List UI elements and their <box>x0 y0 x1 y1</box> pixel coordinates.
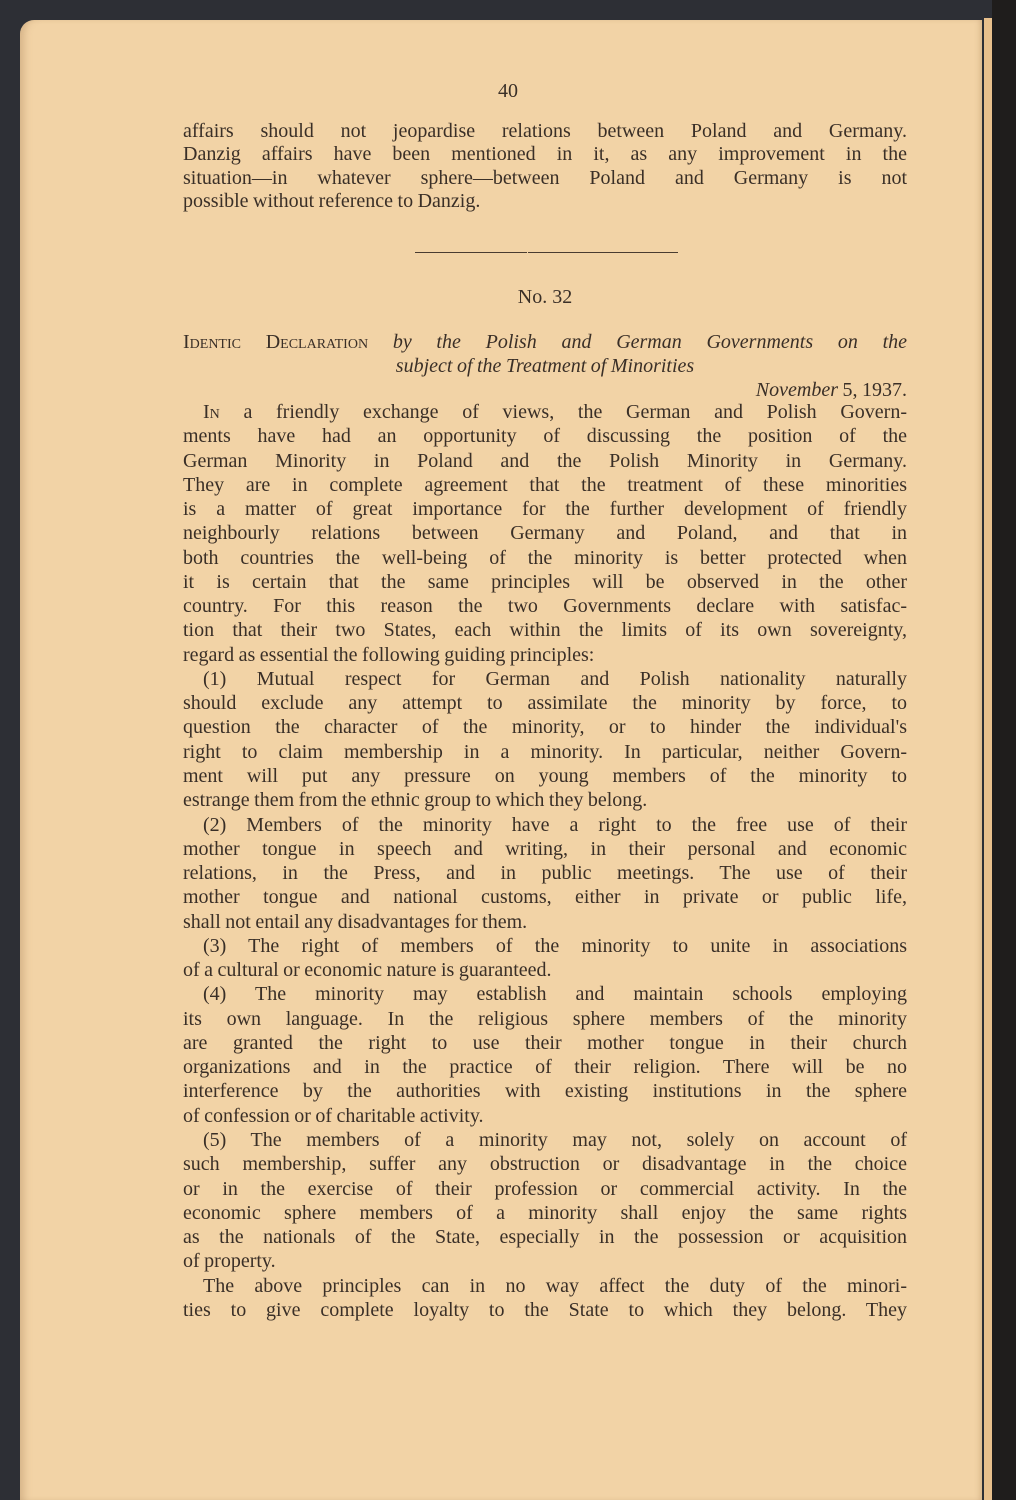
text-line: tion that their two States, each within the limits of its own sovereignty, <box>183 619 907 642</box>
document-heading <box>183 330 907 402</box>
paragraph <box>183 982 907 1128</box>
paragraph <box>183 1274 907 1323</box>
text-line: German Minority in Poland and the Polish Minority in Germany. <box>183 449 907 472</box>
heading-title: Identic Declaration <box>183 331 369 353</box>
text-line: shall not entail any disadvantages for them. <box>183 910 528 933</box>
scan-background <box>992 0 1016 1500</box>
lead-word: In <box>203 401 220 423</box>
section-divider <box>415 252 527 253</box>
text-line: (5) The members of a minority may not, solely on account of <box>203 1128 907 1151</box>
text-line: estrange them from the ethnic group to which they belong. <box>183 789 648 812</box>
paragraph <box>183 400 907 667</box>
text-line: ties to give complete loyalty to the State to which they belong. They <box>183 1298 907 1321</box>
text-line: of confession or of charitable activity. <box>183 1104 484 1127</box>
text-line: as the nationals of the State, especially in the possession or acquisition <box>183 1226 907 1249</box>
text-line: question the character of the minority, or to hinder the individual's <box>183 716 907 739</box>
text-line: (3) The right of members of the minority to unite in associations <box>203 934 907 957</box>
heading-line-2: subject of the Treatment of Minorities <box>395 355 695 377</box>
text-line: (4) The minority may establish and maintain schools employing <box>203 983 907 1006</box>
paragraph <box>183 667 907 813</box>
text-line: both countries the well-being of the minority is better protected when <box>183 546 907 569</box>
page-edge <box>984 18 992 1500</box>
section-divider-right <box>528 252 678 253</box>
text-line: is a matter of great importance for the further development of friendly <box>183 498 907 521</box>
text-line: relations, in the Press, and in public meetings. The use of their <box>183 862 907 885</box>
text-line: In a friendly exchange of views, the German and Polish Govern- <box>203 401 907 423</box>
date-month: November <box>755 379 838 401</box>
text-line: neighbourly relations between Germany and Poland, and that in <box>183 522 907 545</box>
date-day-year: 5, 1937. <box>842 379 907 401</box>
text-line: ment will put any pressure on young members of the minority to <box>183 764 907 787</box>
text-line: of a cultural or economic nature is guaranteed. <box>183 959 552 982</box>
continued-paragraph <box>183 119 907 212</box>
text-line: situation—in whatever sphere—between Poland and Germany is not <box>183 166 907 189</box>
text-line: They are in complete agreement that the treatment of these minorities <box>183 473 907 496</box>
text-line: country. For this reason the two Governments declare with satisfac- <box>183 595 907 618</box>
declaration-body <box>183 400 907 1322</box>
text-line: or in the exercise of their profession or commercial activity. In the <box>183 1177 907 1200</box>
text-line: affairs should not jeopardise relations between Poland and Germany. <box>183 120 907 142</box>
document-number: No. 32 <box>517 286 573 308</box>
text-line: (1) Mutual respect for German and Polish nationality naturally <box>203 667 907 690</box>
text-line: interference by the authorities with existing institutions in the sphere <box>183 1080 907 1103</box>
text-line: its own language. In the religious sphere members of the minority <box>183 1007 907 1030</box>
text-line: organizations and in the practice of their religion. There will be no <box>183 1056 907 1079</box>
text-line: should exclude any attempt to assimilate the minority by force, to <box>183 692 907 715</box>
text-line: are granted the right to use their mother tongue in their church <box>183 1031 907 1054</box>
heading-line-1: by the Polish and German Governments on the <box>392 331 908 353</box>
text-line: mother tongue in speech and writing, in their personal and economic <box>183 837 907 860</box>
text-line: such membership, suffer any obstruction or disadvantage in the choice <box>183 1153 907 1176</box>
page-number: 40 <box>498 80 518 102</box>
text-line: it is certain that the same principles will be observed in the other <box>183 570 907 593</box>
paragraph <box>183 934 907 983</box>
text-line: ments have had an opportunity of discussing the position of the <box>183 425 907 448</box>
text-line: mother tongue and national customs, either in private or public life, <box>183 886 907 909</box>
text-line: Danzig affairs have been mentioned in it, as any improvement in the <box>183 143 907 166</box>
document-date <box>183 378 907 402</box>
text-line: economic sphere members of a minority shall enjoy the same rights <box>183 1201 907 1224</box>
text-line: The above principles can in no way affect the duty of the minori- <box>203 1274 907 1297</box>
paragraph <box>183 1128 907 1274</box>
text-line: regard as essential the following guiding principles: <box>183 643 595 666</box>
text-line: (2) Members of the minority have a right to the free use of their <box>203 813 907 836</box>
text-line: right to claim membership in a minority. In particular, neither Govern- <box>183 740 907 763</box>
paragraph <box>183 813 907 934</box>
text-line: possible without reference to Danzig. <box>183 189 481 212</box>
text-line: of property. <box>183 1250 276 1273</box>
